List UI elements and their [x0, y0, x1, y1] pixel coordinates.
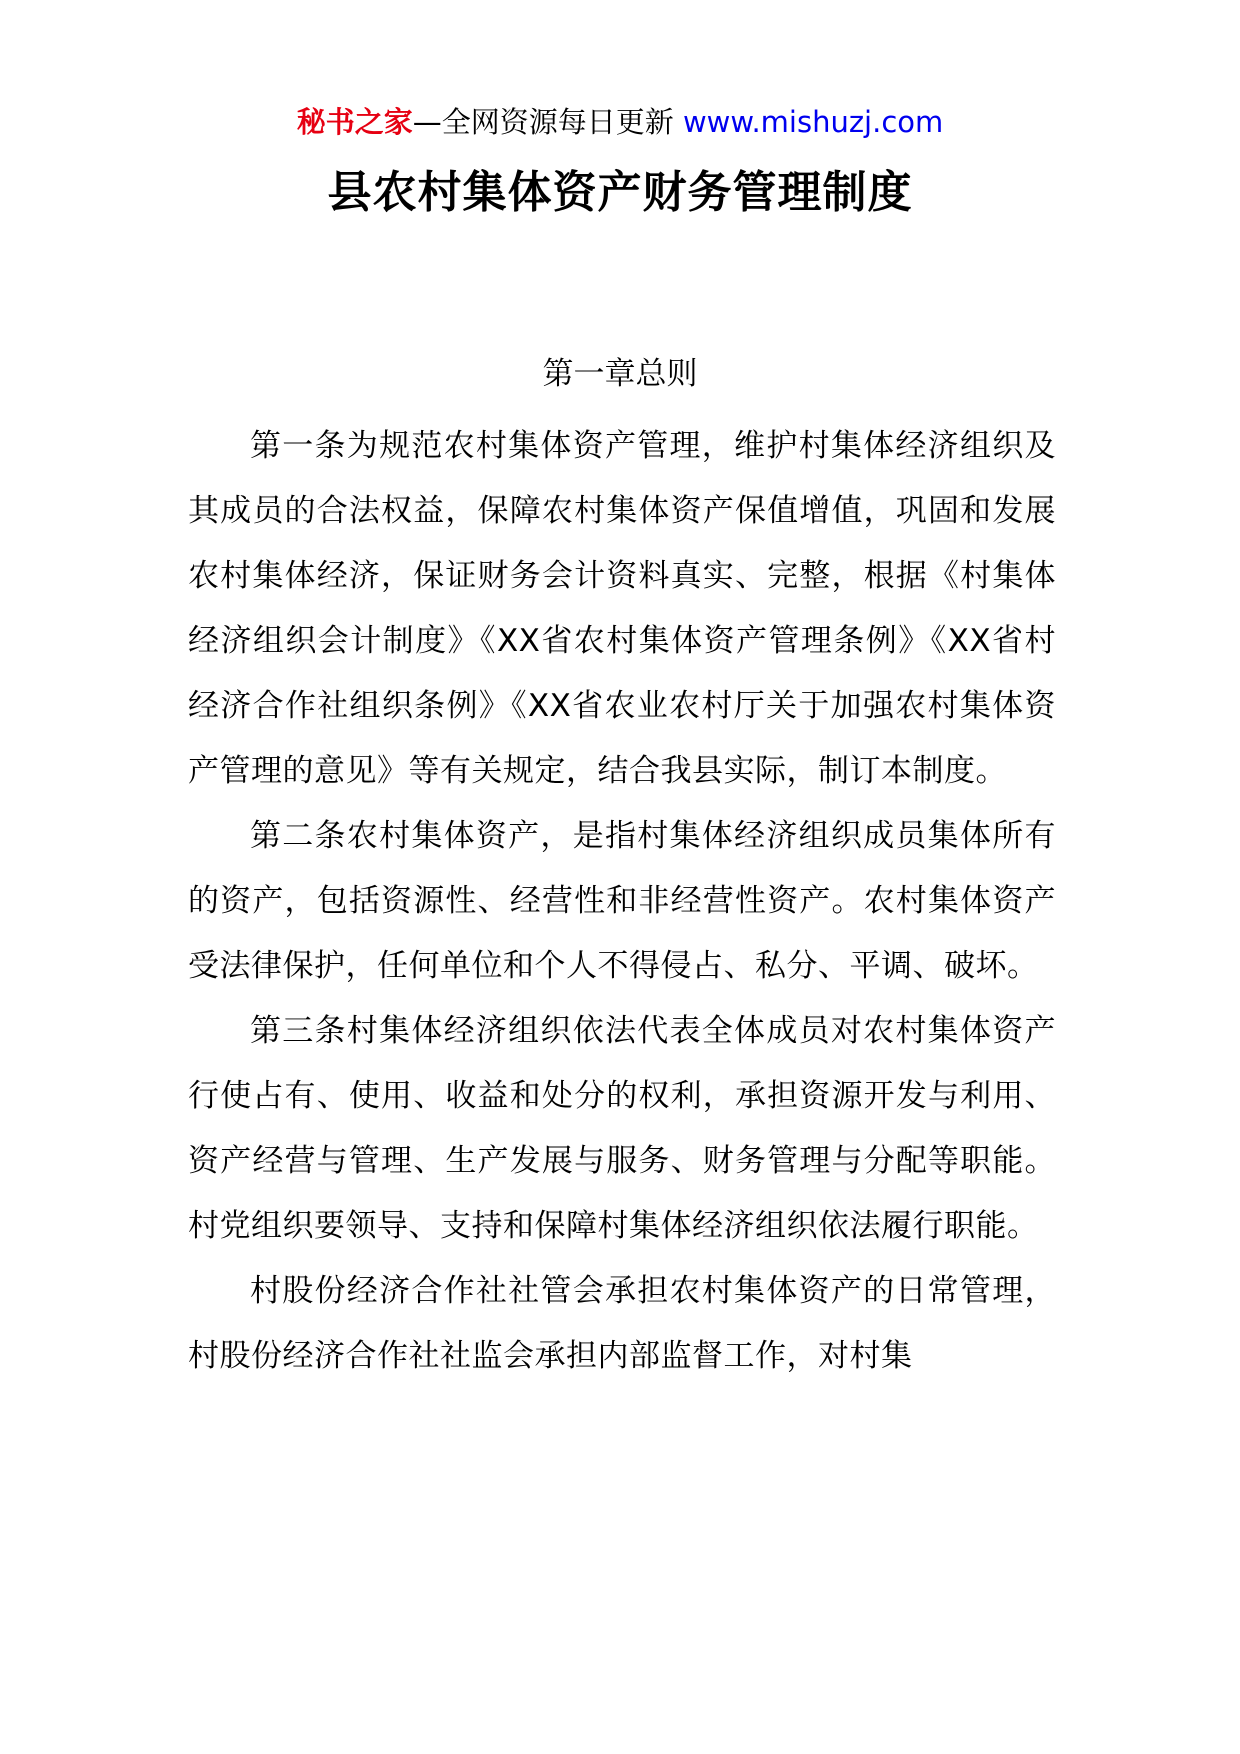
- paragraph-article-2: 第二条农村集体资产，是指村集体经济组织成员集体所有的资产，包括资源性、经营性和非经营性资产。农村集体资产受法律保护，任何单位和个人不得侵占、私分、平调、破坏。: [188, 818, 1056, 984]
- document-title: 县农村集体资产财务管理制度: [327, 167, 913, 218]
- site-banner: [0, 100, 1240, 144]
- document-body: [188, 414, 1056, 1389]
- paragraph-management: 村股份经济合作社社管会承担农村集体资产的日常管理，村股份经济合作社社监会承担内部监督工作，对村集: [188, 1273, 1056, 1374]
- paragraph-article-1: 第一条为规范农村集体资产管理，维护村集体经济组织及其成员的合法权益，保障农村集体资产保值增值，巩固和发展农村集体经济，保证财务会计资料真实、完整，根据《村集体经济组织会计制度》《XX省农村集体资产管理条例》《XX省村经济合作社组织条例》《XX省农业农村厅关于加强农村集体资产管理的意见》等有关规定，结合我县实际，制订本制度。: [188, 428, 1056, 789]
- paragraph-article-3: 第三条村集体经济组织依法代表全体成员对农村集体资产行使占有、使用、收益和处分的权利，承担资源开发与利用、资产经营与管理、生产发展与服务、财务管理与分配等职能。村党组织要领导、支持和保障村集体经济组织依法履行职能。: [188, 1013, 1056, 1244]
- site-url-link[interactable]: www.mishuzj.com: [682, 105, 944, 139]
- chapter-heading: 第一章总则: [542, 356, 698, 392]
- brand-name: 秘书之家: [296, 105, 413, 139]
- site-slogan: —全网资源每日更新: [412, 105, 683, 139]
